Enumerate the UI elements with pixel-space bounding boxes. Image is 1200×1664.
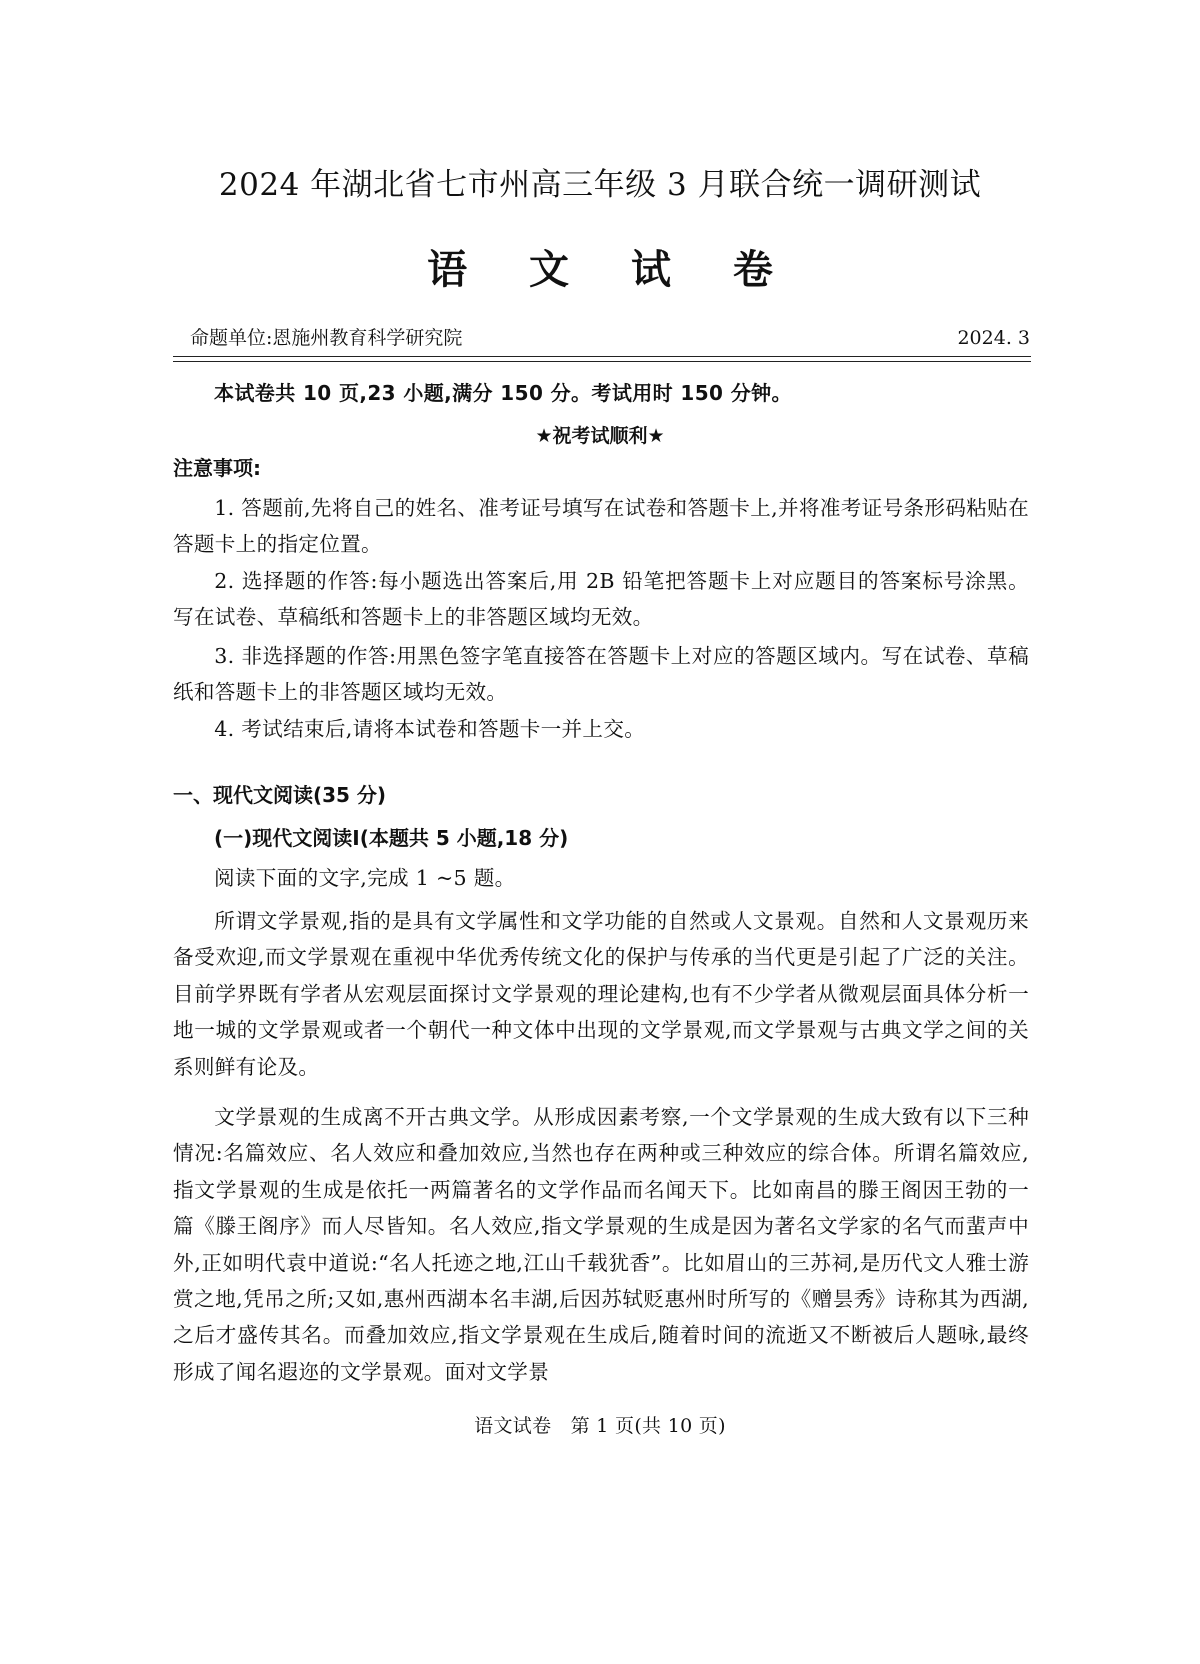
exam-title: 2024 年湖北省七市州高三年级 3 月联合统一调研测试 — [218, 167, 982, 203]
notice-item: 2. 选择题的作答:每小题选出答案后,用 2B 铅笔把答题卡上对应题目的答案标号涂黑。写在试卷、草稿纸和答题卡上的非答题区域均无效。 — [173, 569, 1029, 630]
blessing-text: ★祝考试顺利★ — [535, 425, 665, 447]
notice-item: 3. 非选择题的作答:用黑色签字笔直接答在答题卡上对应的答题区域内。写在试卷、草稿纸和答题卡上的非答题区域均无效。 — [173, 644, 1029, 705]
exam-meta — [190, 323, 1030, 353]
exam-summary: 本试卷共 10 页,23 小题,满分 150 分。考试用时 150 分钟。 — [214, 381, 792, 405]
question-setting-unit: 命题单位:恩施州教育科学研究院 — [190, 327, 463, 349]
divider-line-top — [173, 356, 1031, 357]
section-heading: 一、现代文阅读(35 分) — [173, 783, 387, 807]
reading-paragraph: 文学景观的生成离不开古典文学。从形成因素考察,一个文学景观的生成大致有以下三种情况:名篇效应、名人效应和叠加效应,当然也存在两种或三种效应的综合体。所谓名篇效应,指文学景观的生成是依托一两篇著名的文学作品而名闻天下。比如南昌的滕王阁因王勃的一篇《滕王阁序》而人尽皆知。名人效应,指文学景观的生成是因为著名文学家的名气而蜚声中外,正如明代袁中道说:“名人托迹之地,江山千载犹香”。比如眉山的三苏祠,是历代文人雅士游赏之地,凭吊之所;又如,惠州西湖本名丰湖,后因苏轼贬惠州时所写的《赠昙秀》诗称其为西湖,之后才盛传其名。而叠加效应,指文学景观在生成后,随着时间的流逝又不断被后人题咏,最终形成了闻名遐迩的文学景观。面对文学景 — [173, 1105, 1029, 1384]
exam-date: 2024. 3 — [957, 327, 1030, 349]
page-footer: 语文试卷 第 1 页(共 10 页) — [474, 1415, 726, 1437]
subject-title: 语 文 试 卷 — [427, 247, 797, 293]
notice-item: 1. 答题前,先将自己的姓名、准考证号填写在试卷和答题卡上,并将准考证号条形码粘贴在答题卡上的指定位置。 — [173, 496, 1029, 557]
notice-item: 4. 考试结束后,请将本试卷和答题卡一并上交。 — [214, 717, 646, 741]
subsection-heading: (一)现代文阅读Ⅰ(本题共 5 小题,18 分) — [214, 826, 569, 850]
reading-instruction: 阅读下面的文字,完成 1 ~5 题。 — [214, 866, 516, 890]
reading-paragraph: 所谓文学景观,指的是具有文学属性和文学功能的自然或人文景观。自然和人文景观历来备受欢迎,而文学景观在重视中华优秀传统文化的保护与传承的当代更是引起了广泛的关注。目前学界既有学者从宏观层面探讨文学景观的理论建构,也有不少学者从微观层面具体分析一地一城的文学景观或者一个朝代一种文体中出现的文学景观,而文学景观与古典文学之间的关系则鲜有论及。 — [173, 909, 1029, 1079]
divider-line-bottom — [173, 361, 1031, 362]
notice-heading: 注意事项: — [173, 456, 261, 480]
